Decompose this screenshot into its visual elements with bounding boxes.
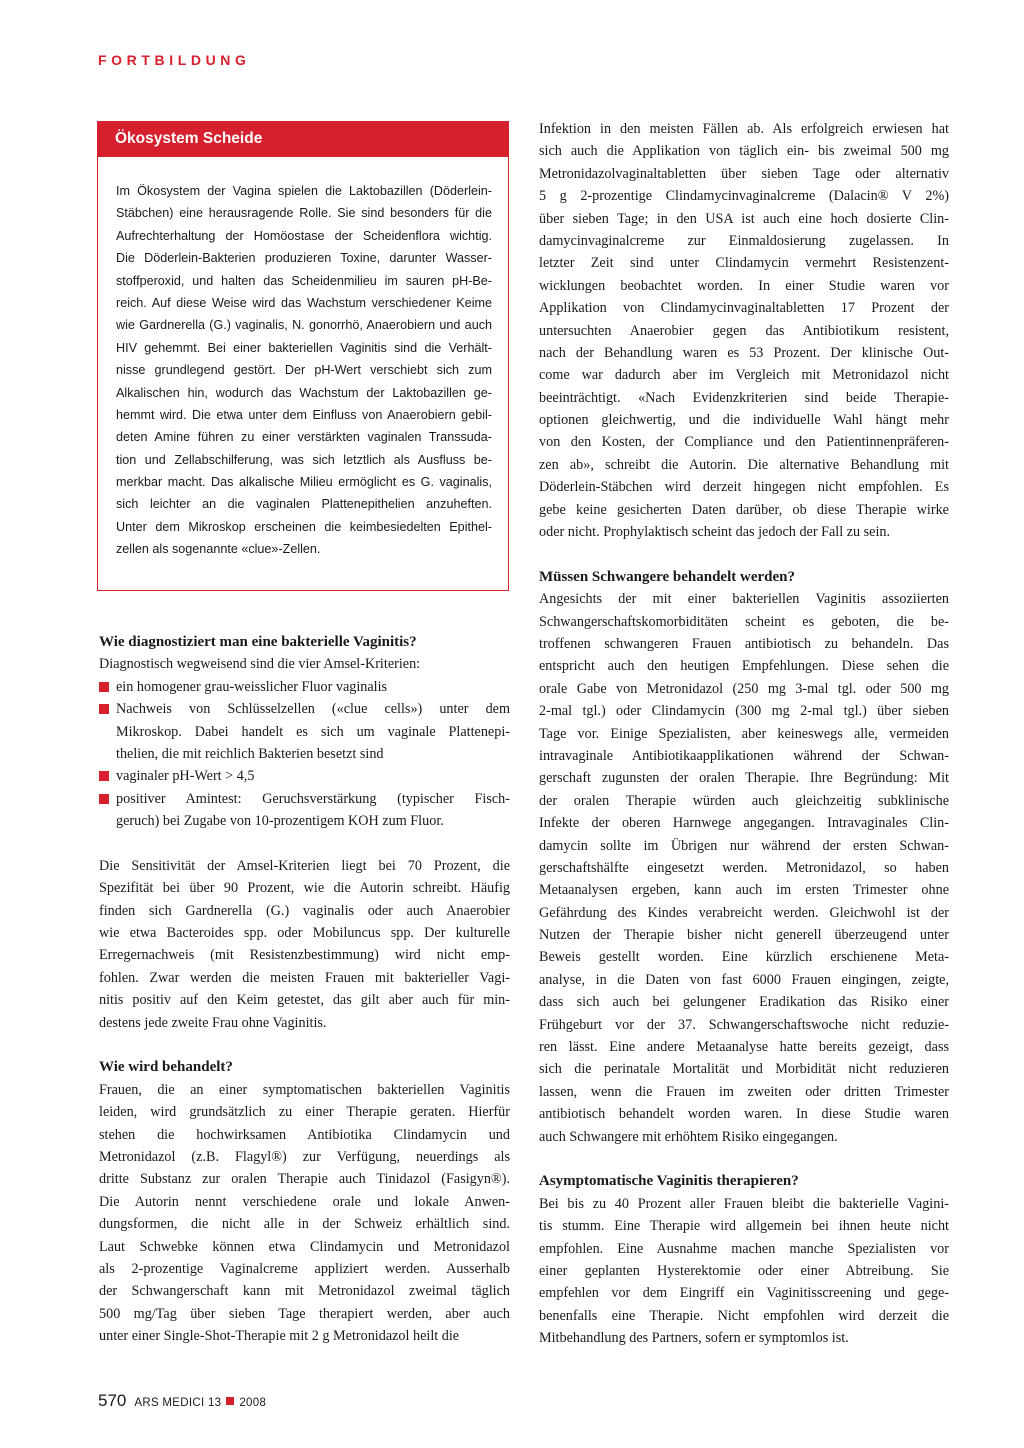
page-number: 570	[98, 1391, 127, 1410]
text-line: damycinvaginalcreme zur Einmaldosierung zugelassen. In	[539, 232, 949, 249]
info-box-title: Ökosystem Scheide	[97, 121, 509, 157]
text-line: destens jede zweite Frau ohne Vaginitis.	[99, 1014, 327, 1031]
criteria-list-item	[99, 788, 510, 833]
text-line: Die Sensitivität der Amsel-Kriterien liegt bei 70 Prozent, die	[99, 857, 510, 874]
text-line: Erregernachweis (mit Resistenzbestimmung) wird nicht emp-	[99, 947, 510, 964]
text-line: Frühgeburt vor der 37. Schwangerschaftswoche nicht reduzie-	[539, 1016, 949, 1033]
box-text-line: hemmt wird. Die etwa unter dem Einfluss von Anaerobiern gebil-	[116, 407, 492, 422]
text-line: Metronidazolvaginaltabletten über sieben Tage oder alternativ	[539, 165, 949, 182]
text-line: gerschaftshälfte eingesetzt werden. Metronidazol, so haben	[539, 859, 949, 876]
text-line: der oralen Therapie würden auch gleichzeitig subklinische	[539, 792, 949, 809]
text-line: Metronidazol (z.B. Flagyl®) zur Verfügung, neuerdings als	[99, 1148, 510, 1165]
heading-asymptomatic: Asymptomatische Vaginitis therapieren?	[539, 1173, 799, 1190]
text-line: analyse, in die Daten von fast 6000 Frauen eingingen, zeigte,	[539, 971, 949, 988]
info-box	[97, 121, 509, 591]
text-line: untersuchten Anaerobier gegen das Antibiotikum resistent,	[539, 322, 949, 339]
paragraph-treatment-cont	[539, 118, 949, 543]
text-line: der Schwangerschaft kann mit Metronidazol zweimal täglich	[99, 1283, 510, 1300]
text-line: Döderlein-Stäbchen wird derzeit hingegen nicht empfohlen. Es	[539, 479, 949, 496]
diagnosis-intro: Diagnostisch wegweisend sind die vier Amsel-Kriterien:	[99, 656, 421, 673]
text-line: empfohlen. Eine Ausnahme machen manche Spezialisten vor	[539, 1240, 949, 1257]
text-line: auch Schwangere mit erhöhtem Risiko eingegangen.	[539, 1128, 838, 1145]
criteria-list-item	[99, 765, 510, 787]
box-text-line: Die Döderlein-Bakterien produzieren Toxine, darunter Wasser-	[116, 251, 492, 266]
box-text-line: reich. Auf diese Weise wird das Wachstum verschiedener Keime	[116, 295, 492, 310]
criteria-text-line: thelien, die mit reichlich Bakterien besetzt sind	[116, 745, 384, 762]
text-line: intravaginale Antibiotikaapplikationen während der Schwan-	[539, 747, 949, 764]
bullet-square-icon	[99, 794, 109, 804]
text-line: Bei bis zu 40 Prozent aller Frauen bleibt die bakterielle Vagini-	[539, 1195, 949, 1212]
text-line: sich auch die Applikation von täglich ein- bis zweimal 500 mg	[539, 143, 949, 160]
text-line: 5 g 2-prozentige Clindamycinvaginalcreme (Dalacin® V 2%)	[539, 188, 949, 205]
box-text-line: Unter dem Mikroskop erscheinen die keimbesiedelten Epithel-	[116, 519, 492, 534]
journal-year: 2008	[239, 1397, 267, 1409]
text-line: unter einer Single-Shot-Therapie mit 2 g Metronidazol heilt die	[99, 1328, 460, 1345]
text-line: antibiotisch behandelt worden waren. In diese Studie waren	[539, 1106, 949, 1123]
text-line: letzter Zeit sind unter Clindamycin vermehrt Resistenzent-	[539, 255, 949, 272]
box-text-line: HIV gehemmt. Bei einer bakteriellen Vaginitis sind die Verhält-	[116, 340, 492, 355]
text-line: nitis positiv auf den Keim getestet, das gilt aber auch für min-	[99, 992, 510, 1009]
criteria-text-line: vaginaler pH-Wert > 4,5	[116, 768, 255, 785]
text-line: dass sich auch bei gelungener Eradikation das Risiko einer	[539, 994, 949, 1011]
text-line: fohlen. Zwar werden die meisten Frauen mit bakterieller Vagi-	[99, 969, 510, 986]
text-line: nach der Behandlung waren es 53 Prozent. Der klinische Out-	[539, 344, 949, 361]
text-line: Frauen, die an einer symptomatischen bakteriellen Vaginitis	[99, 1081, 510, 1098]
text-line: Mitbehandlung des Partners, sofern er symptomlos ist.	[539, 1330, 849, 1347]
text-line: entspricht auch den heutigen Empfehlungen. Diese sehen die	[539, 658, 949, 675]
text-line: von den Kosten, der Compliance und den Patientinnenpräferen-	[539, 434, 949, 451]
criteria-list-item	[99, 698, 510, 765]
text-line: empfehlen vor dem Eingriff ein Vaginitisscreening und gege-	[539, 1285, 949, 1302]
paragraph-sensitivity	[99, 855, 510, 1034]
paragraph-treatment	[99, 1079, 510, 1348]
box-text-line: zellen als sogenannte «clue»-Zellen.	[116, 542, 321, 557]
text-line: wicklungen beobachtet worden. In einer Studie waren vor	[539, 277, 949, 294]
text-line: optionen gleichwertig, und die individuelle Wahl hängt mehr	[539, 412, 949, 429]
text-line: benenfalls eine Therapie. Nicht empfohlen wird derzeit die	[539, 1307, 949, 1324]
bullet-square-icon	[99, 771, 109, 781]
box-text-line: stoffperoxid, und halten das Scheidenmilieu im sauren pH-Be-	[116, 273, 492, 288]
text-line: Nutzen der Therapie bisher nicht generell überzeugend unter	[539, 927, 949, 944]
text-line: Schwangerschaftskomorbiditäten scheint es geboten, die be-	[539, 613, 949, 630]
criteria-list	[99, 676, 510, 833]
criteria-text-line: Nachweis von Schlüsselzellen («clue cells») unter dem	[116, 701, 510, 718]
heading-pregnancy: Müssen Schwangere behandelt werden?	[539, 568, 795, 585]
text-line: gebe keine gesicherten Daten darüber, ob diese Therapie wirke	[539, 501, 949, 518]
text-line: oder nicht. Prophylaktisch scheint das jedoch der Fall zu sein.	[539, 524, 891, 541]
text-line: sich die perinatale Mortalität und Morbidität nicht reduzieren	[539, 1061, 949, 1078]
text-line: Gefährdung des Kindes verabreicht werden. Gleichwohl ist der	[539, 904, 949, 921]
text-line: lassen, wenn die Frauen im zweiten oder dritten Trimester	[539, 1083, 949, 1100]
heading-treatment: Wie wird behandelt?	[99, 1059, 233, 1076]
criteria-text-line: geruch) bei Zugabe von 10-prozentigem KOH zum Fluor.	[116, 813, 444, 830]
text-line: Infekte der oberen Harnwege angegangen. Intravaginales Clin-	[539, 815, 949, 832]
text-line: Die Autorin nennt verschiedene orale und lokale Anwen-	[99, 1193, 510, 1210]
box-text-line: nisse grundlegend gestört. Der pH-Wert verschiebt sich zum	[116, 363, 492, 378]
journal-name: ARS MEDICI 13	[134, 1397, 222, 1409]
box-text-line: Stäbchen) eine herausragende Rolle. Sie sind besonders für die	[116, 206, 492, 221]
paragraph-asymptomatic	[539, 1193, 949, 1350]
text-line: Beweis gestellt worden. Eine kürzlich erschienene Meta-	[539, 949, 949, 966]
box-text-line: Alkalischen hin, wodurch das Wachstum der Laktobazillen ge-	[116, 385, 492, 400]
paragraph-pregnancy	[539, 588, 949, 1148]
text-line: stehen die hochwirksamen Antibiotika Clindamycin und	[99, 1126, 510, 1143]
text-line: wie etwa Bacteroides spp. oder Mobiluncus spp. Der kulturelle	[99, 925, 510, 942]
section-header: FORTBILDUNG	[98, 52, 251, 68]
right-column	[539, 118, 949, 1349]
text-line: Spezifität bei über 90 Prozent, wie die Autorin schreibt. Häufig	[99, 880, 510, 897]
text-line: dungsformen, die nicht alle in der Schweiz erhältlich sind.	[99, 1216, 510, 1233]
criteria-text-line: ein homogener grau-weisslicher Fluor vaginalis	[116, 678, 388, 695]
text-line: dritte Substanz zur oralen Therapie auch Tinidazol (Fasigyn®).	[99, 1171, 510, 1188]
text-line: troffenen schwangeren Frauen antibiotisch zu behandeln. Das	[539, 635, 949, 652]
text-line: orale Gabe von Metronidazol (250 mg 3-mal tgl. oder 500 mg	[539, 680, 949, 697]
text-line: leiden, wird grundsätzlich zu einer Therapie geraten. Hierfür	[99, 1104, 510, 1121]
criteria-text-line: positiver Amintest: Geruchsverstärkung (typischer Fisch-	[116, 790, 510, 807]
page-footer	[98, 1391, 266, 1411]
bullet-square-icon	[99, 704, 109, 714]
text-line: 500 mg/Tag über sieben Tage therapiert werden, aber auch	[99, 1305, 510, 1322]
text-line: come war dadurch aber im Vergleich mit Metronidazol nicht	[539, 367, 949, 384]
text-line: als 2-prozentige Vaginalcreme appliziert werden. Ausserhalb	[99, 1260, 510, 1277]
box-text-line: merkbar macht. Das alkalische Milieu ermöglicht es G. vaginalis,	[116, 475, 492, 490]
text-line: finden sich Gardnerella (G.) vaginalis oder auch Anaerobier	[99, 902, 510, 919]
text-line: gerschaft zugunsten der oralen Therapie. Ihre Begründung: Mit	[539, 770, 949, 787]
text-line: Infektion in den meisten Fällen ab. Als erfolgreich erwiesen hat	[539, 121, 949, 137]
box-text-line: sich leichter an die vaginalen Plattenepithelien anzuheften.	[116, 497, 492, 512]
box-text-line: Aufrechterhaltung der Homöostase der Scheidenflora wichtig.	[116, 228, 492, 243]
text-line: Tage vor. Einige Spezialisten, aber keineswegs alle, vermeiden	[539, 725, 949, 742]
text-line: Angesichts der mit einer bakteriellen Vaginitis assoziierten	[539, 591, 949, 608]
info-box-text	[116, 180, 492, 561]
text-line: Laut Schwebke können etwa Clindamycin und Metronidazol	[99, 1238, 510, 1255]
text-line: beeinträchtigt. «Nach Evidenzkriterien sind beide Therapie-	[539, 389, 949, 406]
criteria-list-item	[99, 676, 510, 698]
text-line: Metaanalysen ergeben, kann auch im ersten Trimester ohne	[539, 882, 949, 899]
text-line: einer geplanten Hysterektomie oder einer Abtreibung. Sie	[539, 1262, 949, 1279]
box-text-line: wie Gardnerella (G.) vaginalis, N. gonorrhö, Anaerobiern und auch	[116, 318, 492, 333]
text-line: Applikation von Clindamycinvaginaltabletten 17 Prozent der	[539, 300, 949, 317]
footer-square-icon	[226, 1397, 234, 1405]
text-line: 2-mal tgl.) oder Clindamycin (300 mg 2-mal tgl.) über sieben	[539, 703, 949, 720]
text-line: zen ab», schreibt die Autorin. Die alternative Behandlung mit	[539, 456, 949, 473]
text-line: damycin sollte im Übrigen nur während der ersten Schwan-	[539, 837, 949, 854]
text-line: tis stumm. Eine Therapie wird allgemein bei ihnen heute nicht	[539, 1218, 949, 1235]
box-text-line: deten Amine führen zu einer verstärkten vaginalen Transsuda-	[116, 430, 492, 445]
criteria-text-line: Mikroskop. Dabei handelt es sich um vaginale Plattenepi-	[116, 723, 510, 740]
box-text-line: tion und Zellabschilferung, was sich letztlich als Ausfluss be-	[116, 452, 492, 467]
bullet-square-icon	[99, 682, 109, 692]
text-line: ren lässt. Eine andere Metaanalyse hatte bereits gezeigt, dass	[539, 1039, 949, 1056]
box-text-line: Im Ökosystem der Vagina spielen die Laktobazillen (Döderlein-	[116, 184, 492, 198]
heading-diagnosis: Wie diagnostiziert man eine bakterielle Vaginitis?	[99, 634, 417, 650]
left-column	[99, 631, 510, 1348]
text-line: über sieben Tage; in den USA ist auch eine hoch dosierte Clin-	[539, 210, 949, 227]
